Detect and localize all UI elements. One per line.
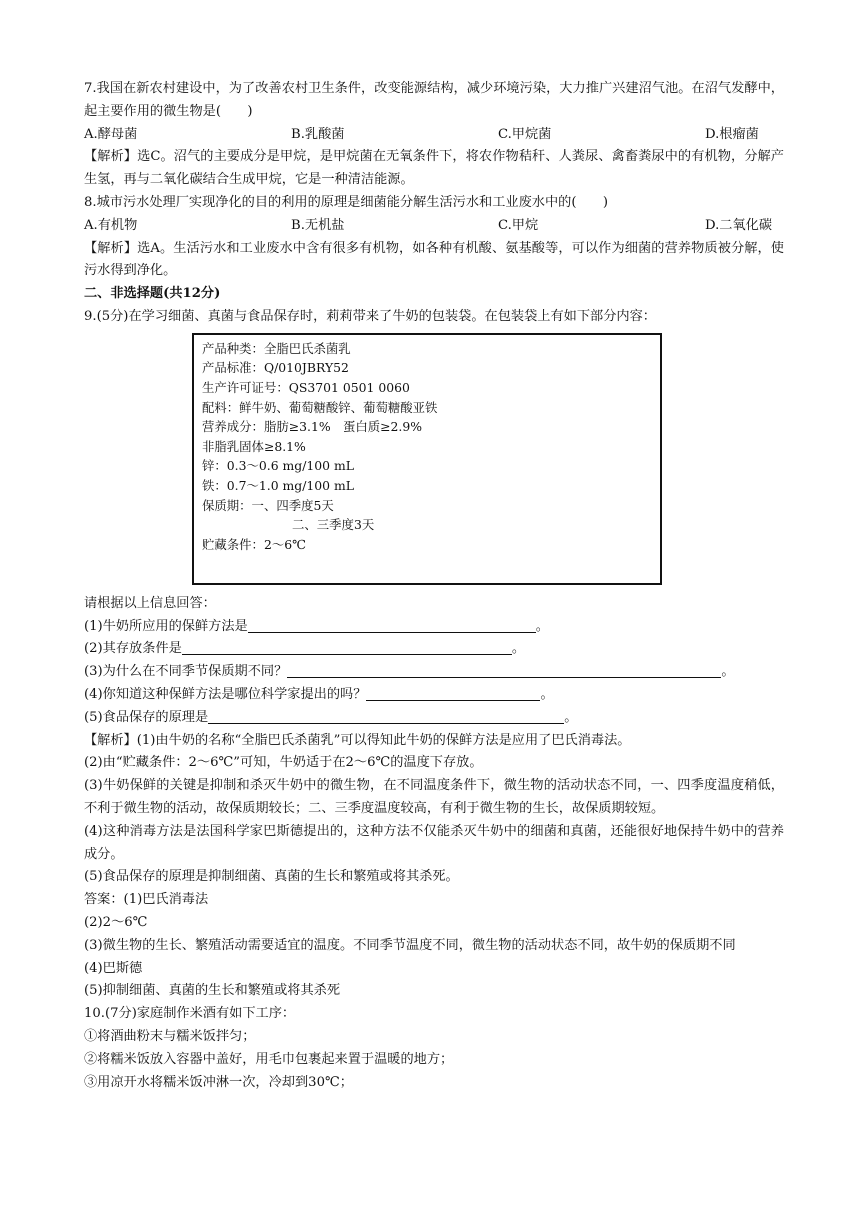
q9-sub2 (84, 638, 784, 661)
label-line: 生产许可证号：QS3701 0501 0060 (202, 379, 410, 395)
q9-sub3 (84, 661, 784, 684)
q7-option-a: A.酵母菌 (84, 126, 138, 142)
q10-step-1: ①将酒曲粉末与糯米饭拌匀； (84, 1028, 256, 1044)
q9-analysis-5: (5)食品保存的原理是抑制细菌、真菌的生长和繁殖或将其杀死。 (84, 869, 459, 885)
q9-answer-3: (3)微生物的生长、繁殖活动需要适宜的温度。不同季节温度不同，微生物的活动状态不同，故牛奶的保质期不同 (84, 937, 736, 953)
q8-option-c: C.甲烷 (498, 217, 539, 233)
q9-answer-5: (5)抑制细菌、真菌的生长和繁殖或将其杀死 (84, 983, 341, 999)
q9-analysis-2: (2)由“贮藏条件：2～6℃”可知，牛奶适于在2～6℃的温度下存放。 (84, 755, 483, 771)
q10-stem: 10.(7分)家庭制作米酒有如下工序： (84, 1006, 296, 1022)
q9-analysis-4: (4)这种消毒方法是法国科学家巴斯德提出的，这种方法不仅能杀灭牛奶中的细菌和真菌，还能很好地保持牛奶中的营养成分。 (84, 823, 784, 862)
period: 。 (511, 641, 525, 657)
q8-option-d: D.二氧化碳 (705, 217, 773, 233)
q10-step-2: ②将糯米饭放入容器中盖好，用毛巾包裹起来置于温暖的地方； (84, 1051, 454, 1067)
period: 。 (535, 618, 549, 634)
q7-options (84, 124, 784, 147)
q9-sub4 (84, 684, 784, 707)
answer-blank[interactable] (182, 639, 512, 655)
q10-step-3: ③用凉开水将糯米饭冲淋一次，冷却到30℃； (84, 1074, 353, 1090)
label-line: 产品标准：Q/010JBRY52 (202, 360, 349, 376)
q7-option-d: D.根瘤菌 (705, 126, 759, 142)
section-title: 二、非选择题(共12分) (84, 286, 221, 302)
q9-answer-4: (4)巴斯德 (84, 960, 143, 976)
q8-options (84, 215, 784, 238)
label-line: 锌：0.3～0.6 mg/100 mL (202, 458, 354, 474)
label-line-storage: 贮藏条件：2～6℃ (202, 536, 306, 552)
q8-option-a: A.有机物 (84, 217, 138, 233)
q9-stem: 9.(5分)在学习细菌、真菌与食品保存时，莉莉带来了牛奶的包装袋。在包装袋上有如下部分内容： (84, 308, 656, 324)
q9-sub5-text: (5)食品保存的原理是 (84, 709, 209, 725)
milk-package-label (192, 333, 662, 585)
q8-analysis: 【解析】选A。生活污水和工业废水中含有很多有机物，如各种有机酸、氨基酸等，可以作为细菌的营养物质被分解，使污水得到净化。 (84, 240, 784, 279)
q9-prompt: 请根据以上信息回答： (84, 595, 216, 611)
label-line: 二、三季度3天 (292, 517, 375, 533)
period: 。 (564, 709, 578, 725)
q9-analysis-3: (3)牛奶保鲜的关键是抑制和杀灭牛奶中的微生物，在不同温度条件下，微生物的活动状态不同，一、四季度温度稍低，不利于微生物的活动，故保质期较长；二、三季度温度较高，有利于微生物的生长，故保质期较短。 (84, 778, 784, 816)
q8-stem: 8.城市污水处理厂实现净化的目的利用的原理是细菌能分解生活污水和工业废水中的( ) (84, 194, 608, 210)
label-line: 保质期：一、四季度5天 (202, 497, 334, 513)
q9-answer-2: (2)2～6℃ (84, 914, 148, 930)
label-line: 铁：0.7～1.0 mg/100 mL (202, 477, 354, 493)
answer-blank[interactable] (366, 685, 540, 701)
q9-sub5 (84, 707, 784, 730)
period: 。 (721, 664, 735, 680)
label-line: 配料：鲜牛奶、葡萄糖酸锌、葡萄糖酸亚铁 (202, 399, 438, 415)
answer-blank[interactable] (287, 662, 721, 678)
q9-sub2-text: (2)其存放条件是 (84, 641, 182, 657)
label-line: 营养成分：脂肪≥3.1% 蛋白质≥2.9% (202, 419, 423, 435)
q9-sub1 (84, 616, 784, 639)
document-page (84, 78, 784, 1094)
q9-sub3-text: (3)为什么在不同季节保质期不同？ (84, 664, 288, 680)
q7-analysis: 【解析】选C。沼气的主要成分是甲烷，是甲烷菌在无氧条件下，将农作物秸秆、人粪尿、禽畜粪尿中的有机物，分解产生氢，再与二氧化碳结合生成甲烷，它是一种清洁能源。 (84, 149, 784, 188)
q9-analysis-1: 【解析】(1)由牛奶的名称“全脂巴氏杀菌乳”可以得知此牛奶的保鲜方法是应用了巴氏消毒法。 (84, 732, 631, 748)
q9-sub4-text: (4)你知道这种保鲜方法是哪位科学家提出的吗？ (84, 686, 367, 702)
answer-blank[interactable] (248, 617, 536, 633)
period: 。 (540, 686, 554, 702)
q9-sub1-text: (1)牛奶所应用的保鲜方法是 (84, 618, 248, 634)
q7-stem: 7.我国在新农村建设中，为了改善农村卫生条件，改变能源结构，减少环境污染，大力推广兴建沼气池。在沼气发酵中，起主要作用的微生物是( ) (84, 81, 784, 119)
q7-option-c: C.甲烷菌 (498, 126, 552, 142)
q9-answer-1: 答案：(1)巴氏消毒法 (84, 892, 209, 908)
label-line: 产品种类：全脂巴氏杀菌乳 (202, 340, 351, 356)
answer-blank[interactable] (208, 708, 564, 724)
label-line: 非脂乳固体≥8.1% (202, 438, 306, 454)
q8-option-b: B.无机盐 (291, 217, 345, 233)
q7-option-b: B.乳酸菌 (291, 126, 345, 142)
